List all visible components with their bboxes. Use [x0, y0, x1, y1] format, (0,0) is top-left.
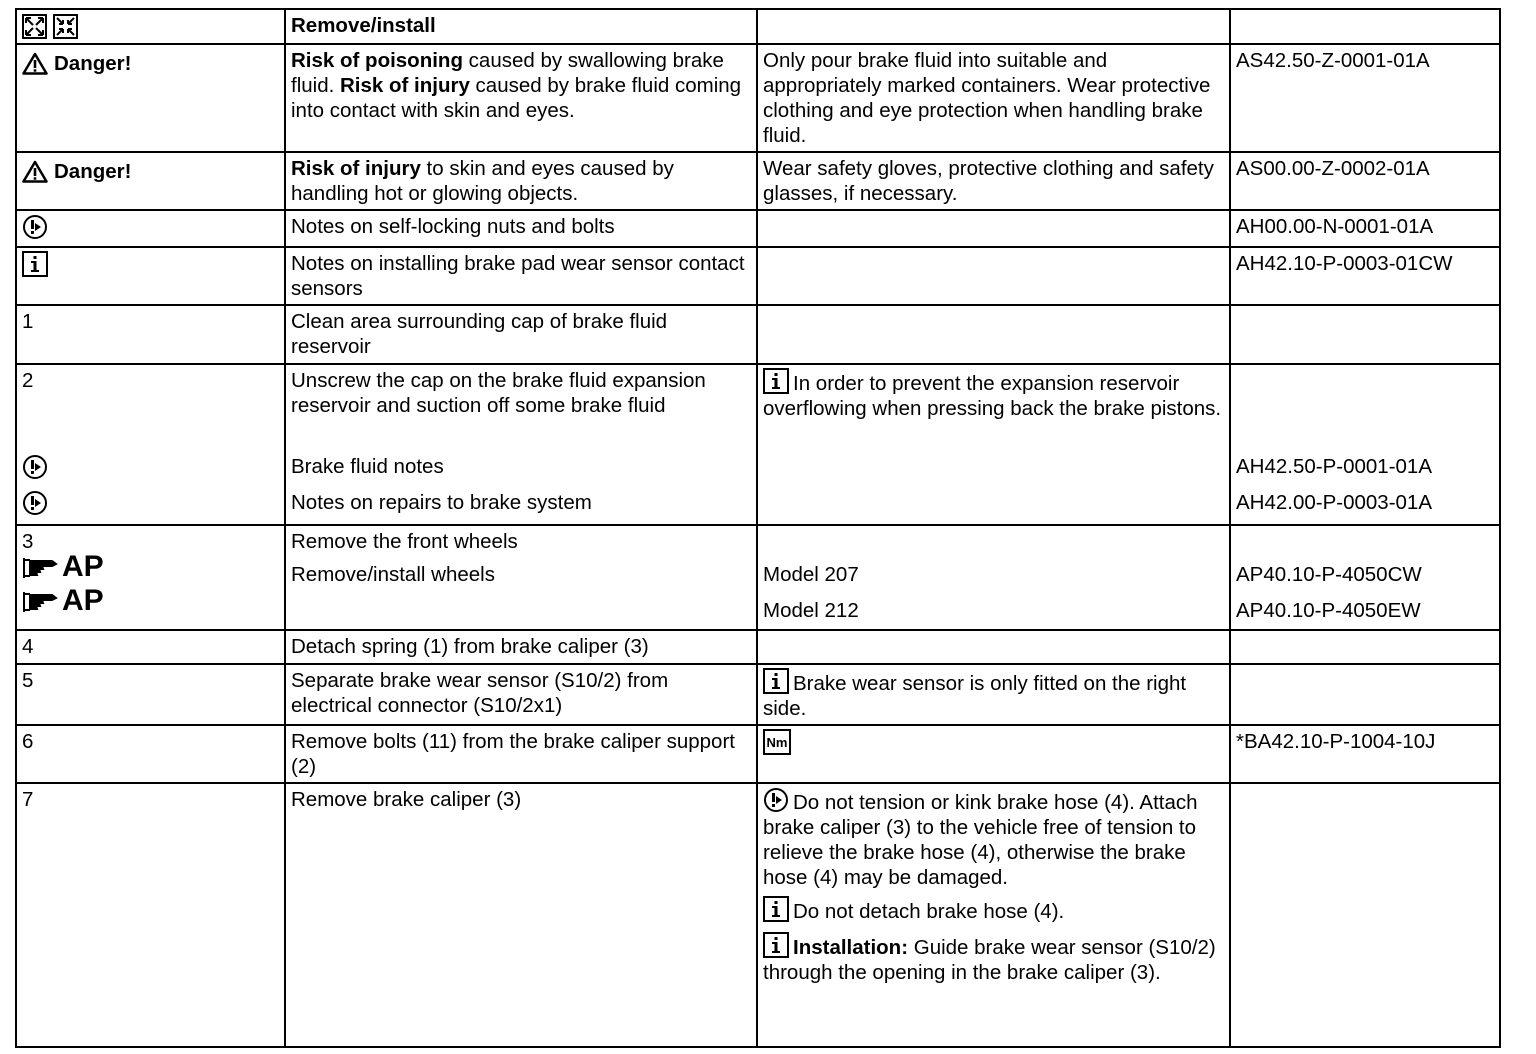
header-row	[16, 9, 1500, 44]
warning-ref: AS42.50-Z-0001-01A	[1230, 44, 1500, 152]
model-label: Model 207	[763, 563, 859, 586]
pointing-hand-icon	[22, 588, 60, 614]
header-icons-cell	[16, 9, 285, 44]
caution-icon	[22, 454, 48, 480]
sub-note-ref: AH42.50-P-0001-01A	[1236, 455, 1433, 478]
info-icon	[763, 668, 789, 694]
info-icon	[763, 896, 789, 922]
warning-row	[16, 152, 1500, 210]
step-number: 5	[16, 664, 285, 725]
step-text: Clean area surrounding cap of brake fluid reservoir	[285, 305, 757, 364]
model-label: Model 212	[763, 599, 859, 622]
sub-note-text: Notes on repairs to brake system	[291, 491, 592, 514]
info-icon	[763, 368, 789, 394]
ap-reference: AP	[22, 584, 279, 618]
caution-icon	[22, 214, 48, 240]
warning-ref: AS00.00-Z-0002-01A	[1230, 152, 1500, 210]
step-row	[16, 725, 1500, 783]
info-icon	[763, 932, 789, 958]
danger-label: Danger!	[54, 52, 132, 75]
torque-ref: *BA42.10-P-1004-10J	[1230, 725, 1500, 783]
warning-action: Wear safety gloves, protective clothing and safety glasses, if necessary.	[757, 152, 1230, 210]
torque-icon	[763, 729, 791, 755]
step-row	[16, 305, 1500, 364]
caution-icon	[763, 787, 789, 813]
caution-note: Do not tension or kink brake hose (4). Attach brake caliper (3) to the vehicle free of tension to relieve the brake hose (4), otherwise the brake hose (4) may be damaged.	[763, 787, 1224, 890]
pointing-hand-icon	[22, 554, 60, 580]
warning-triangle-icon	[22, 160, 48, 183]
step-row	[16, 664, 1500, 725]
note-text: Notes on installing brake pad wear sensor contact sensors	[285, 247, 757, 305]
warning-text: Risk of injury to skin and eyes caused by handling hot or glowing objects.	[285, 152, 757, 210]
step-number: 3	[22, 530, 34, 553]
step-text: Unscrew the cap on the brake fluid expansion reservoir and suction off some brake fluid	[291, 369, 706, 417]
step-row	[16, 525, 1500, 630]
step-text: Remove bolts (11) from the brake caliper support (2)	[285, 725, 757, 783]
sub-note-ref: AH42.00-P-0003-01A	[1236, 491, 1433, 514]
procedure-table	[15, 8, 1501, 1048]
note-ref: AH42.10-P-0003-01CW	[1230, 247, 1500, 305]
step-row	[16, 630, 1500, 664]
step-text: Detach spring (1) from brake caliper (3)	[285, 630, 757, 664]
warning-row	[16, 44, 1500, 152]
sub-note-text: Brake fluid notes	[291, 455, 444, 478]
ap-ref: AP40.10-P-4050CW	[1236, 563, 1422, 586]
note-row	[16, 247, 1500, 305]
warning-triangle-icon	[22, 52, 48, 75]
step-number: 4	[16, 630, 285, 664]
sub-step-text: Remove/install wheels	[291, 563, 495, 586]
note-ref: AH00.00-N-0001-01A	[1230, 210, 1500, 247]
step-text: Remove the front wheels	[291, 530, 518, 553]
step-text: Separate brake wear sensor (S10/2) from electrical connector (S10/2x1)	[285, 664, 757, 725]
contract-icon	[53, 14, 78, 39]
note-text: Notes on self-locking nuts and bolts	[285, 210, 757, 247]
step-text: Remove brake caliper (3)	[285, 783, 757, 1047]
svg-text:Nm: Nm	[766, 735, 788, 750]
info-note: Installation: Guide brake wear sensor (S10/2) through the opening in the brake caliper (3).	[763, 932, 1224, 985]
ap-ref: AP40.10-P-4050EW	[1236, 599, 1421, 622]
caution-icon	[22, 490, 48, 516]
ap-reference: AP	[22, 550, 279, 584]
note-row	[16, 210, 1500, 247]
expand-icon	[22, 14, 47, 39]
header-title: Remove/install	[285, 9, 757, 44]
info-note: Do not detach brake hose (4).	[763, 896, 1224, 924]
step-number: 7	[16, 783, 285, 1047]
danger-label: Danger!	[54, 160, 132, 183]
step-row	[16, 364, 1500, 525]
step-number: 6	[16, 725, 285, 783]
warning-action: Only pour brake fluid into suitable and appropriately marked containers. Wear protective clothing and eye protection when handling brake fluid.	[757, 44, 1230, 152]
warning-text: Risk of poisoning caused by swallowing brake fluid. Risk of injury caused by brake fluid coming into contact with skin and eyes.	[285, 44, 757, 152]
step-number: 2	[22, 369, 34, 392]
info-note: Brake wear sensor is only fitted on the right side.	[763, 668, 1224, 721]
info-icon	[22, 251, 48, 277]
step-row	[16, 783, 1500, 1047]
step-number: 1	[16, 305, 285, 364]
info-note: In order to prevent the expansion reservoir overflowing when pressing back the brake pistons.	[763, 368, 1224, 421]
